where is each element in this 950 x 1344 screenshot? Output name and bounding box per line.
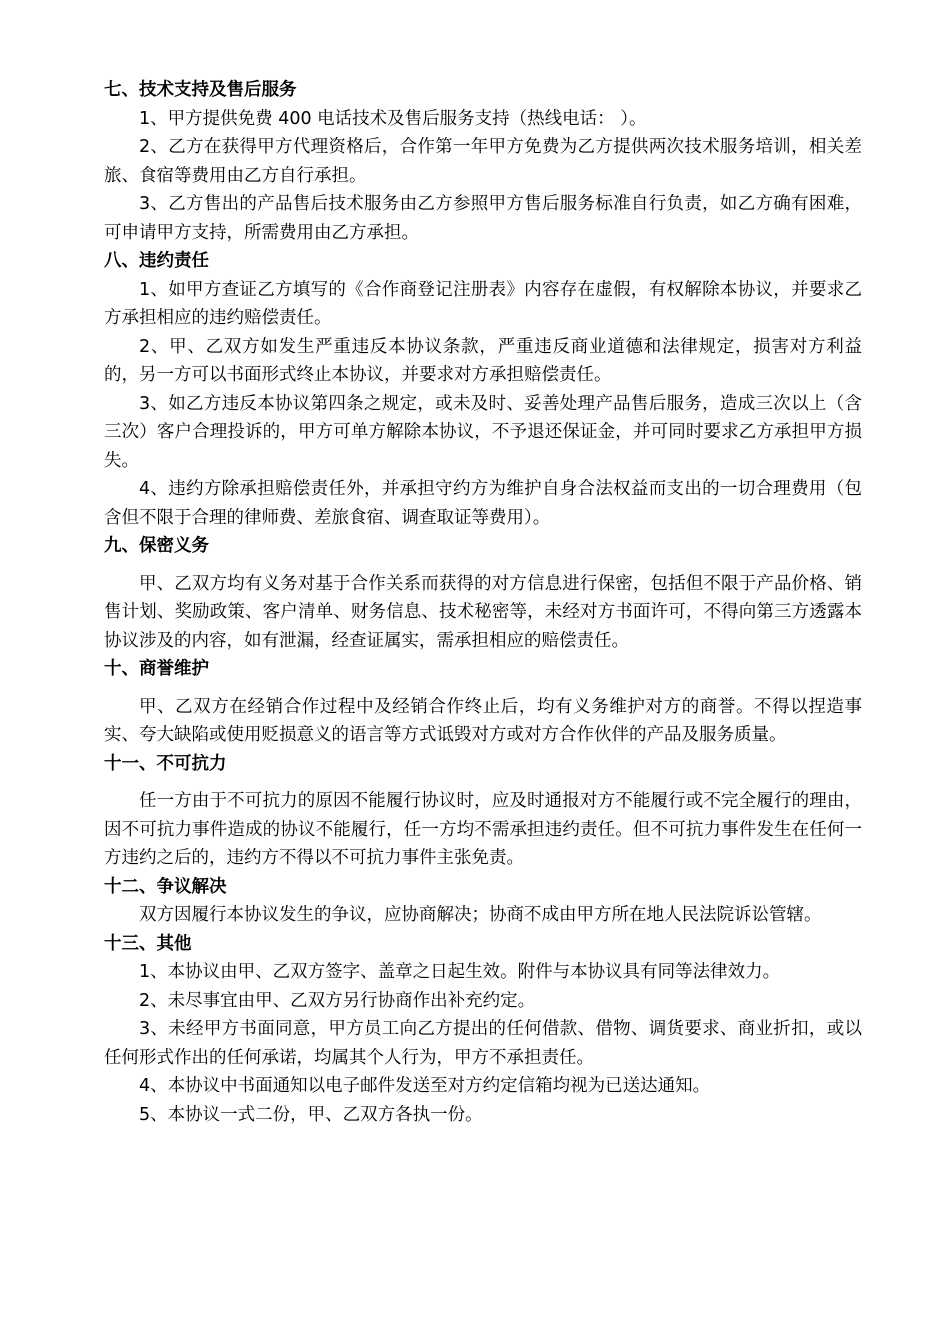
section-heading: 十二、争议解决 (104, 876, 227, 897)
section-heading: 七、技术支持及售后服务 (104, 80, 297, 100)
clause-paragraph: 2、未尽事宜由甲、乙双方另行协商作出补充约定。 (139, 990, 536, 1011)
clause-paragraph: 4、本协议中书面通知以电子邮件发送至对方约定信箱均视为已送达通知。 (139, 1076, 711, 1096)
section-heading: 十、商誉维护 (104, 659, 209, 679)
clause-paragraph: 2、甲、乙双方如发生严重违反本协议条款，严重违反商业道德和法律规定，损害对方利益的，另一方可以书面形式终止本协议，并要求对方承担赔偿责任。 (104, 336, 862, 385)
section-heading: 十一、不可抗力 (104, 753, 227, 774)
clause-paragraph: 甲、乙双方在经销合作过程中及经销合作终止后，均有义务维护对方的商誉。不得以捏造事实、夸大缺陷或使用贬损意义的语言等方式诋毁对方或对方合作伙伴的产品及服务质量。 (104, 696, 862, 745)
clause-paragraph: 甲、乙双方均有义务对基于合作关系而获得的对方信息进行保密，包括但不限于产品价格、销售计划、奖励政策、客户清单、财务信息、技术秘密等，未经对方书面许可，不得向第三方透露本协议涉及的内容，如有泄漏，经查证属实，需承担相应的赔偿责任。 (104, 573, 862, 651)
section-heading: 十三、其他 (104, 933, 192, 954)
section-heading: 八、违约责任 (104, 251, 209, 271)
section-heading: 九、保密义务 (104, 536, 209, 556)
clause-paragraph: 2、乙方在获得甲方代理资格后，合作第一年甲方免费为乙方提供两次技术服务培训，相关差旅、食宿等费用由乙方自行承担。 (104, 137, 862, 186)
clause-paragraph: 3、如乙方违反本协议第四条之规定，或未及时、妥善处理产品售后服务，造成三次以上（含三次）客户合理投诉的，甲方可单方解除本协议，不予退还保证金，并可同时要求乙方承担甲方损失。 (104, 393, 862, 471)
agreement-document (104, 76, 862, 1129)
clause-paragraph: 3、未经甲方书面同意，甲方员工向乙方提出的任何借款、借物、调货要求、商业折扣，或以任何形式作出的任何承诺，均属其个人行为，甲方不承担责任。 (104, 1019, 862, 1068)
clause-paragraph: 1、如甲方查证乙方填写的《合作商登记注册表》内容存在虚假，有权解除本协议，并要求乙方承担相应的违约赔偿责任。 (104, 279, 862, 328)
clause-paragraph: 5、本协议一式二份，甲、乙双方各执一份。 (139, 1104, 483, 1125)
clause-paragraph: 1、本协议由甲、乙双方签字、盖章之日起生效。附件与本协议具有同等法律效力。 (139, 962, 781, 982)
clause-paragraph: 1、甲方提供免费 400 电话技术及售后服务支持（热线电话： ）。 (139, 108, 647, 129)
clause-paragraph: 任一方由于不可抗力的原因不能履行协议时，应及时通报对方不能履行或不完全履行的理由，因不可抗力事件造成的协议不能履行，任一方均不需承担违约责任。但不可抗力事件发生在任何一方违约之后的，违约方不得以不可抗力事件主张免责。 (104, 791, 862, 868)
clause-paragraph: 双方因履行本协议发生的争议，应协商解决；协商不成由甲方所在地人民法院诉讼管辖。 (139, 905, 822, 925)
clause-paragraph: 4、违约方除承担赔偿责任外，并承担守约方为维护自身合法权益而支出的一切合理费用（包含但不限于合理的律师费、差旅食宿、调查取证等费用）。 (104, 479, 862, 528)
clause-paragraph: 3、乙方售出的产品售后技术服务由乙方参照甲方售后服务标准自行负责，如乙方确有困难，可申请甲方支持，所需费用由乙方承担。 (104, 194, 862, 243)
